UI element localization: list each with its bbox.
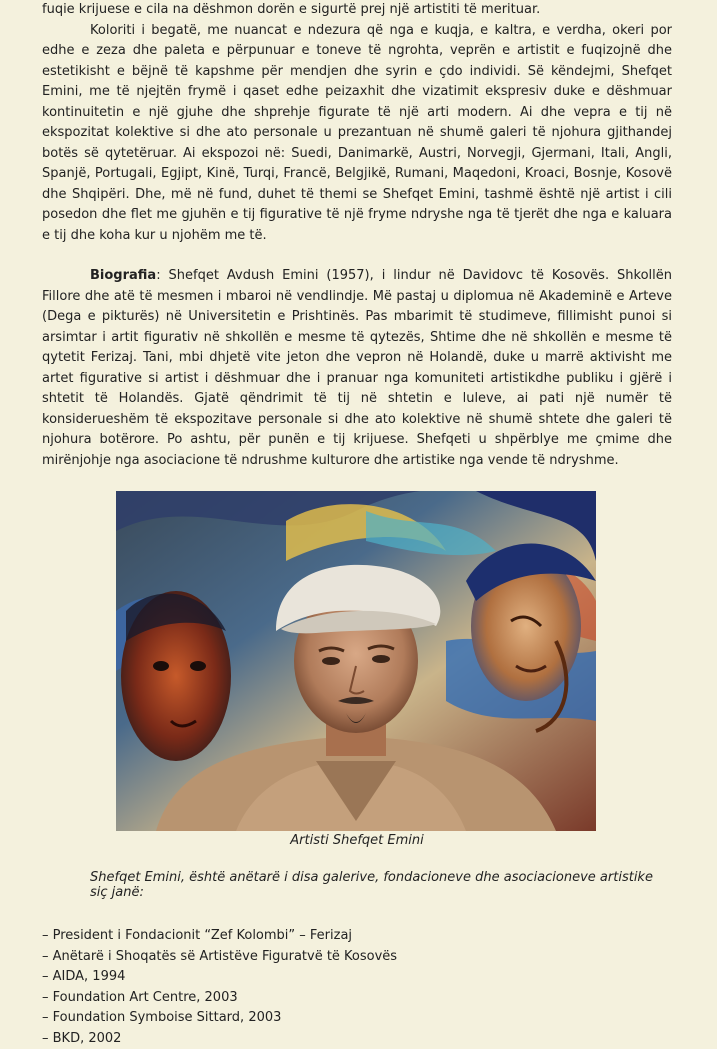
memberships-intro: Shefqet Emini, është anëtarë i disa galerive, fondacioneve dhe asociacioneve artistike siç janë: [42,870,672,900]
membership-item: – BKD, 2002 [42,1029,672,1049]
paragraph-top: fuqie krijuese e cila na dëshmon dorën e sigurtë prej një artistiti të merituar. [42,0,672,21]
biography-label: Biografia [90,268,156,283]
membership-item: – Foundation Symboise Sittard, 2003 [42,1008,672,1029]
membership-item: – Anëtarë i Shoqatës së Artistëve Figuratvë të Kosovës [42,947,672,968]
membership-item: – Foundation Art Centre, 2003 [42,988,672,1009]
paragraph-biography [42,266,672,471]
paragraph-colors: Koloriti i begatë, me nuancat e ndezura që nga e kuqja, e kaltra, e verdha, okeri por edhe e zeza dhe paleta e përpunuar e toneve të ngrohta, veprën e artistit e fuqizojnë dhe estetikisht e bëjnë të kapshme për mendjen dhe syrin e çdo individi. Së këndejmi, Shefqet Emini, me të njejtën frymë i qaset edhe peizaxhit dhe vizatimit ekspresiv duke e dëshmuar kontinuitetin e një gjuhe dhe shprehje figurate të një arti modern. Ai dhe vepra e tij në ekspozitat kolektive si dhe ato personale u prezantuan në shumë galeri të njohura gjithandej botës së qytetëruar. Ai ekspozoi në: Suedi, Danimarkë, Austri, Norvegji, Gjermani, Itali, Angli, Spanjë, Portugali, Egjipt, Kinë, Turqi, Francë, Belgjikë, Rumani, Maqedoni, Kroaci, Bosnje, Kosovë dhe Shqipëri. Dhe, më në fund, duhet të themi se Shefqet Emini, tashmë është një artist i cili posedon dhe flet me gjuhën e tij figurative të një fryme ndryshe nga të tjerët dhe nga e kaluara e tij dhe koha kur u njohëm me të. [42,21,672,247]
photo-caption: Artisti Shefqet Emini [42,833,672,848]
membership-item: – President i Fondacionit “Zef Kolombi” – Ferizaj [42,926,672,947]
biography-text: : Shefqet Avdush Emini (1957), i lindur në Davidovc të Kosovës. Shkollën Fillore dhe atë të mesmen i mbaroi në vendlindje. Më pastaj u diplomua në Akademinë e Arteve (Dega e pikturës) në Universitetin e Prishtinës. Pas mbarimit të studimeve, fillimisht punoi si arsimtar i artit figurativ në shkollën e mesme të qytezës, Shtime dhe në shkollën e mesme të qytetit Ferizaj. Tani, mbi dhjetë vite jeton dhe vepron në Holandë, duke u marrë aktivisht me artet figurative si artist i dëshmuar dhe i pranuar nga komuniteti artistikdhe publiku i gjërë i shtetit të Holandës. Gjatë qëndrimit të tij në shtetin e luleve, ai pati një numër të konsiderueshëm të ekspozitave personale si dhe ato kolektive në shumë shtete dhe galeri të njohura botërore. Po ashtu, për punën e tij krijuese. Shefqeti u shpërblye me çmime dhe mirënjohje nga asociacione të ndrushme kulturore dhe artistike nga vende të ndryshme. [42,268,672,468]
memberships-list [42,926,672,1049]
article [42,0,672,1049]
membership-item: – AIDA, 1994 [42,967,672,988]
artist-photo [116,491,596,831]
